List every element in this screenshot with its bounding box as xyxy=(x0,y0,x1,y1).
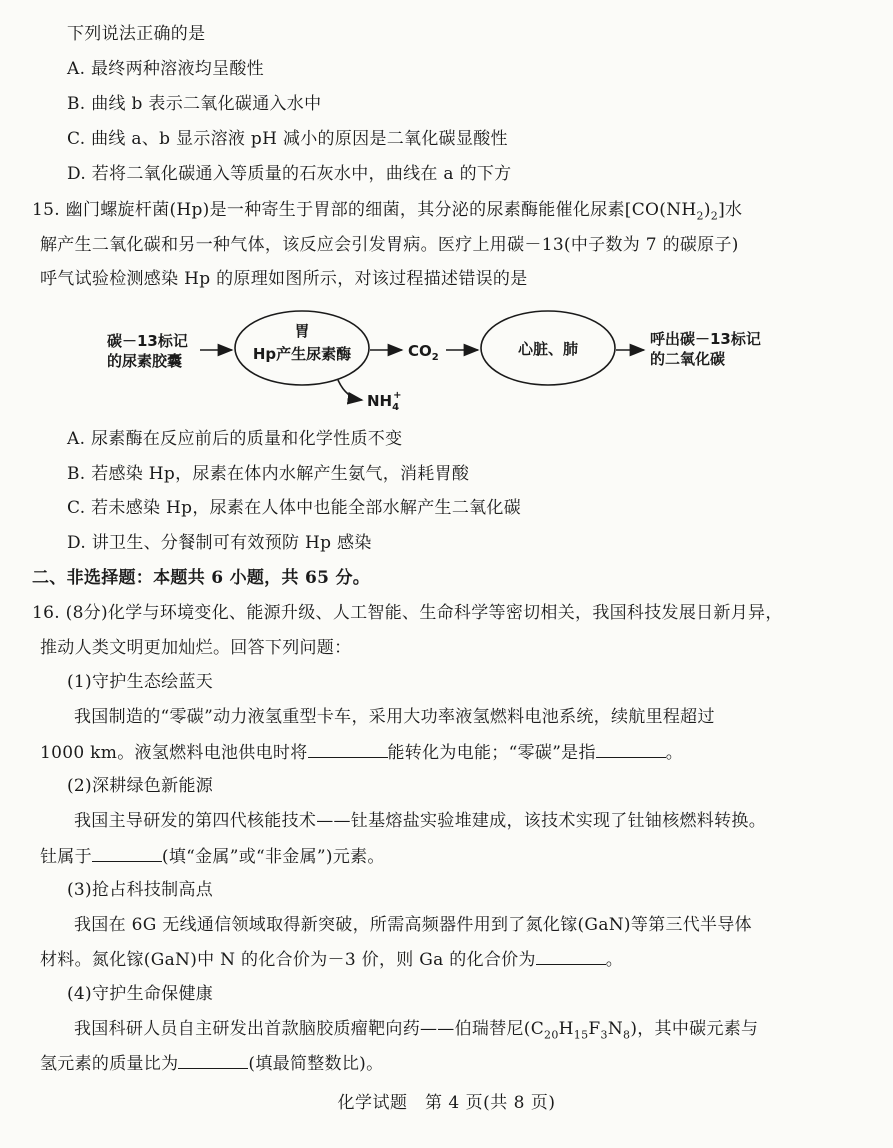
q16-part1-line2: 1000 km。液氢燃料电池供电时将 能转化为电能；“零碳”是指 。 xyxy=(40,743,684,763)
section-heading: 二、非选择题：本题共 6 小题，共 65 分。 xyxy=(32,568,371,588)
exhaled-label-line2: 的二氧化碳 xyxy=(650,350,726,368)
capsule-label-line1: 碳－13标记 xyxy=(107,332,188,350)
q16-part4-title: (4)守护生命保健康 xyxy=(67,984,214,1004)
stomach-hp-label: Hp产生尿素酶 xyxy=(252,345,352,363)
q15-option-d: D. 讲卫生、分餐制可有效预防 Hp 感染 xyxy=(67,533,372,553)
q16-part3-line2: 材料。氮化镓(GaN)中 N 的化合价为－3 价，则 Ga 的化合价为 。 xyxy=(40,950,624,970)
q15-option-a: A. 尿素酶在反应前后的质量和化学性质不变 xyxy=(67,429,403,449)
q15-option-b: B. 若感染 Hp，尿素在体内水解产生氨气，消耗胃酸 xyxy=(67,464,470,484)
q16-part1-line1: 我国制造的“零碳”动力液氢重型卡车，采用大功率液氢燃料电池系统，续航里程超过 xyxy=(74,707,715,727)
organs-label: 心脏、肺 xyxy=(517,340,579,358)
capsule-label-line2: 的尿素胶囊 xyxy=(107,352,183,370)
answer-blank-zero-carbon[interactable] xyxy=(596,741,666,758)
q15-stem-line2: 解产生二氧化碳和另一种气体，该反应会引发胃病。医疗上用碳－13(中子数为 7 的碳原子) xyxy=(40,235,739,255)
q16-part3-title: (3)抢占科技制高点 xyxy=(67,880,214,900)
exhaled-label-line1: 呼出碳－13标记 xyxy=(650,330,761,348)
q14-option-c: C. 曲线 a、b 显示溶液 pH 减小的原因是二氧化碳显酸性 xyxy=(67,129,508,149)
answer-blank-ga-valence[interactable] xyxy=(536,948,606,965)
stomach-label: 胃 xyxy=(294,322,310,340)
q16-part2-line2: 钍属于 (填“金属”或“非金属”)元素。 xyxy=(40,847,385,867)
q14-prompt: 下列说法正确的是 xyxy=(67,24,206,44)
answer-blank-mass-ratio[interactable] xyxy=(178,1052,248,1069)
q16-part3-line1: 我国在 6G 无线通信领域取得新突破，所需高频器件用到了氮化镓(GaN)等第三代半导体 xyxy=(74,915,752,935)
co2-label: $CO_2$ xyxy=(408,342,439,363)
nh4-label: $NH_4+$ xyxy=(367,390,402,413)
q16-part4-line1: 我国科研人员自主研发出首款脑胶质瘤靶向药——伯瑞替尼$(C_{20}H_{15}F_3N_8)$，其中碳元素与 xyxy=(74,1019,759,1042)
q14-option-b: B. 曲线 b 表示二氧化碳通入水中 xyxy=(67,94,322,114)
hp-breath-test-diagram xyxy=(0,300,893,420)
q16-part4-line2: 氢元素的质量比为 (填最简整数比)。 xyxy=(40,1054,384,1074)
answer-blank-energy[interactable] xyxy=(308,741,388,758)
answer-blank-thorium[interactable] xyxy=(92,845,162,862)
q16-part2-line1: 我国主导研发的第四代核能技术——钍基熔盐实验堆建成，该技术实现了钍铀核燃料转换。 xyxy=(74,811,766,831)
q16-part1-title: (1)守护生态绘蓝天 xyxy=(67,672,214,692)
q16-intro-line1: 16. (8分)化学与环境变化、能源升级、人工智能、生命科学等密切相关，我国科技发展日新月异， xyxy=(32,603,783,623)
page-footer: 化学试题 第 4 页(共 8 页) xyxy=(337,1093,556,1113)
q15-stem-line3: 呼气试验检测感染 Hp 的原理如图所示，对该过程描述错误的是 xyxy=(40,269,528,289)
q16-intro-line2: 推动人类文明更加灿烂。回答下列问题： xyxy=(40,638,352,658)
q14-option-a: A. 最终两种溶液均呈酸性 xyxy=(67,59,264,79)
q14-option-d: D. 若将二氧化碳通入等质量的石灰水中，曲线在 a 的下方 xyxy=(67,164,512,184)
arrow-to-nh4 xyxy=(338,380,362,400)
q15-stem-line1: 15. 幽门螺旋杆菌(Hp)是一种寄生于胃部的细菌，其分泌的尿素酶能催化尿素$[CO(NH_2)_2]$水 xyxy=(32,200,743,223)
q16-part2-title: (2)深耕绿色新能源 xyxy=(67,776,214,796)
q15-option-c: C. 若未感染 Hp，尿素在人体中也能全部水解产生二氧化碳 xyxy=(67,498,522,518)
